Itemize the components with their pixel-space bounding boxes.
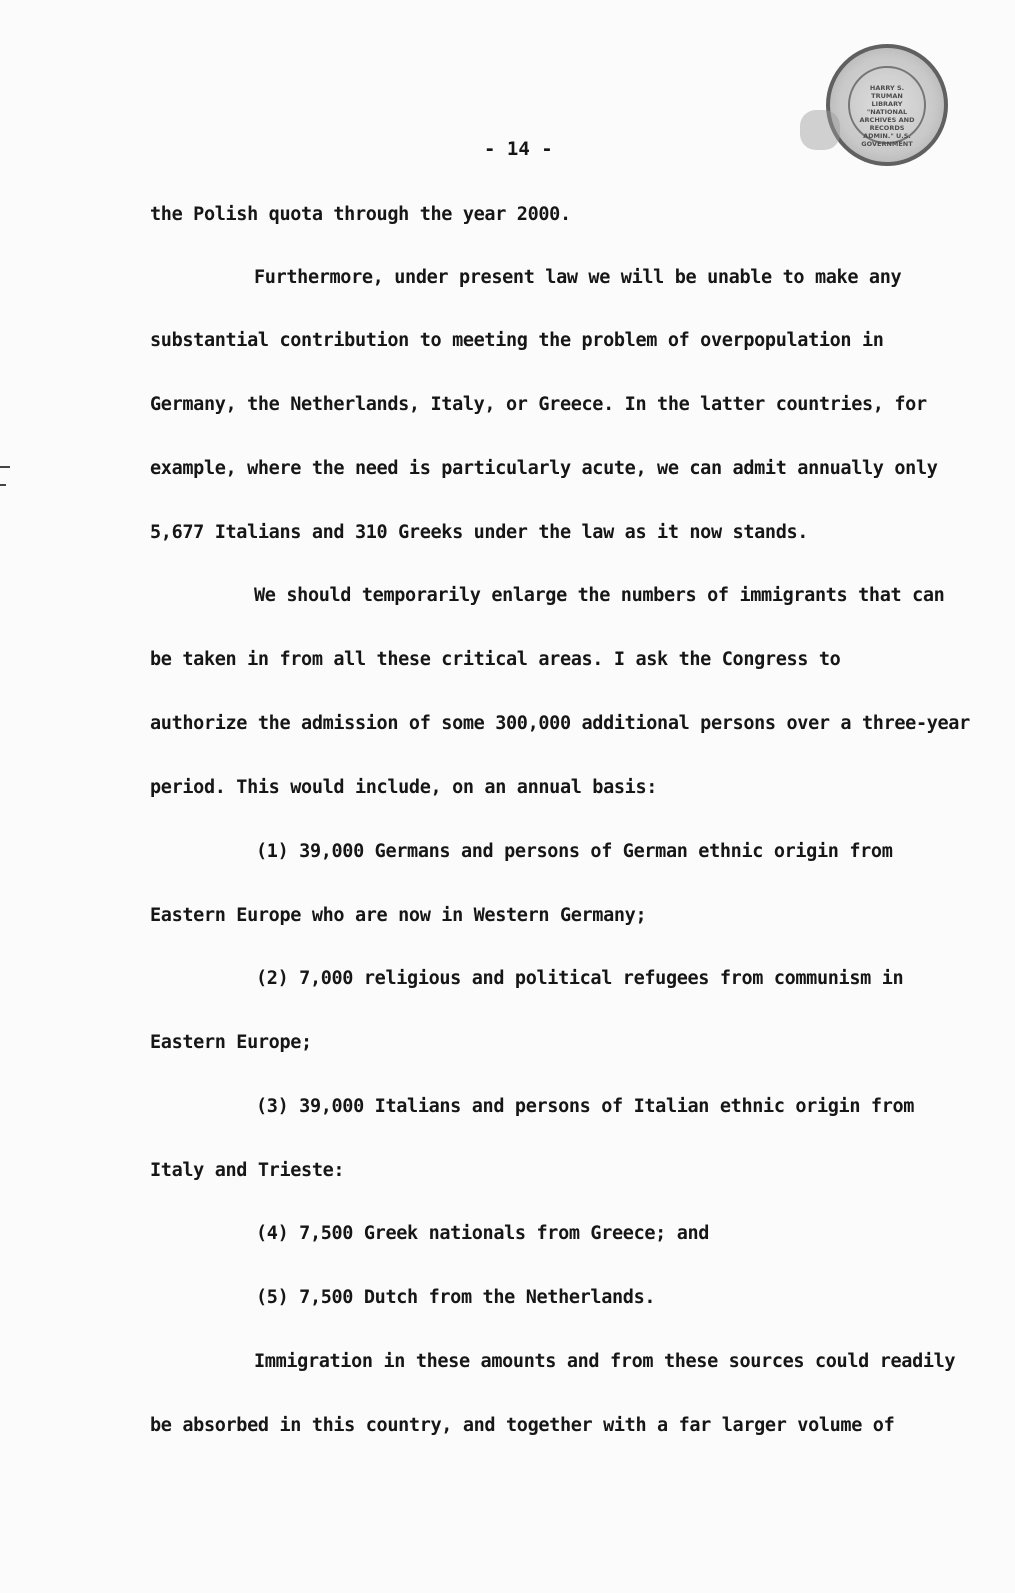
text-line: authorize the admission of some 300,000 additional persons over a three-year (150, 713, 970, 734)
margin-mark (0, 466, 10, 468)
text-line: 5,677 Italians and 310 Greeks under the law as it now stands. (150, 522, 809, 543)
stamp-text: HARRY S. TRUMAN LIBRARY "NATIONAL ARCHIVES AND RECORDS ADMIN." U.S. GOVERNMENT (859, 84, 915, 148)
text-line: be absorbed in this country, and together with a far larger volume of (150, 1415, 895, 1436)
text-line: Eastern Europe who are now in Western Germany; (150, 905, 647, 926)
text-line: substantial contribution to meeting the problem of overpopulation in (150, 330, 884, 351)
archive-stamp (826, 44, 948, 166)
stamp-smudge (800, 110, 840, 150)
list-item-2: (2) 7,000 religious and political refugees from communism in (256, 968, 904, 989)
text-line: Germany, the Netherlands, Italy, or Greece. In the latter countries, for (150, 394, 927, 415)
text-line: Furthermore, under present law we will be unable to make any (254, 267, 902, 288)
text-line: Italy and Trieste: (150, 1160, 345, 1181)
list-item-1: (1) 39,000 Germans and persons of German ethnic origin from (256, 841, 893, 862)
page-number: - 14 - (484, 138, 553, 160)
text-line: Eastern Europe; (150, 1032, 312, 1053)
text-line: period. This would include, on an annual basis: (150, 777, 658, 798)
text-line: example, where the need is particularly acute, we can admit annually only (150, 458, 938, 479)
text-line: Immigration in these amounts and from these sources could readily (254, 1351, 956, 1372)
list-item-3: (3) 39,000 Italians and persons of Italian ethnic origin from (256, 1096, 915, 1117)
text-line: the Polish quota through the year 2000. (150, 204, 571, 225)
text-line: be taken in from all these critical areas. I ask the Congress to (150, 649, 841, 670)
margin-mark (0, 484, 6, 486)
list-item-4: (4) 7,500 Greek nationals from Greece; and (256, 1223, 710, 1244)
text-line: We should temporarily enlarge the numbers of immigrants that can (254, 585, 945, 606)
list-item-5: (5) 7,500 Dutch from the Netherlands. (256, 1287, 656, 1308)
